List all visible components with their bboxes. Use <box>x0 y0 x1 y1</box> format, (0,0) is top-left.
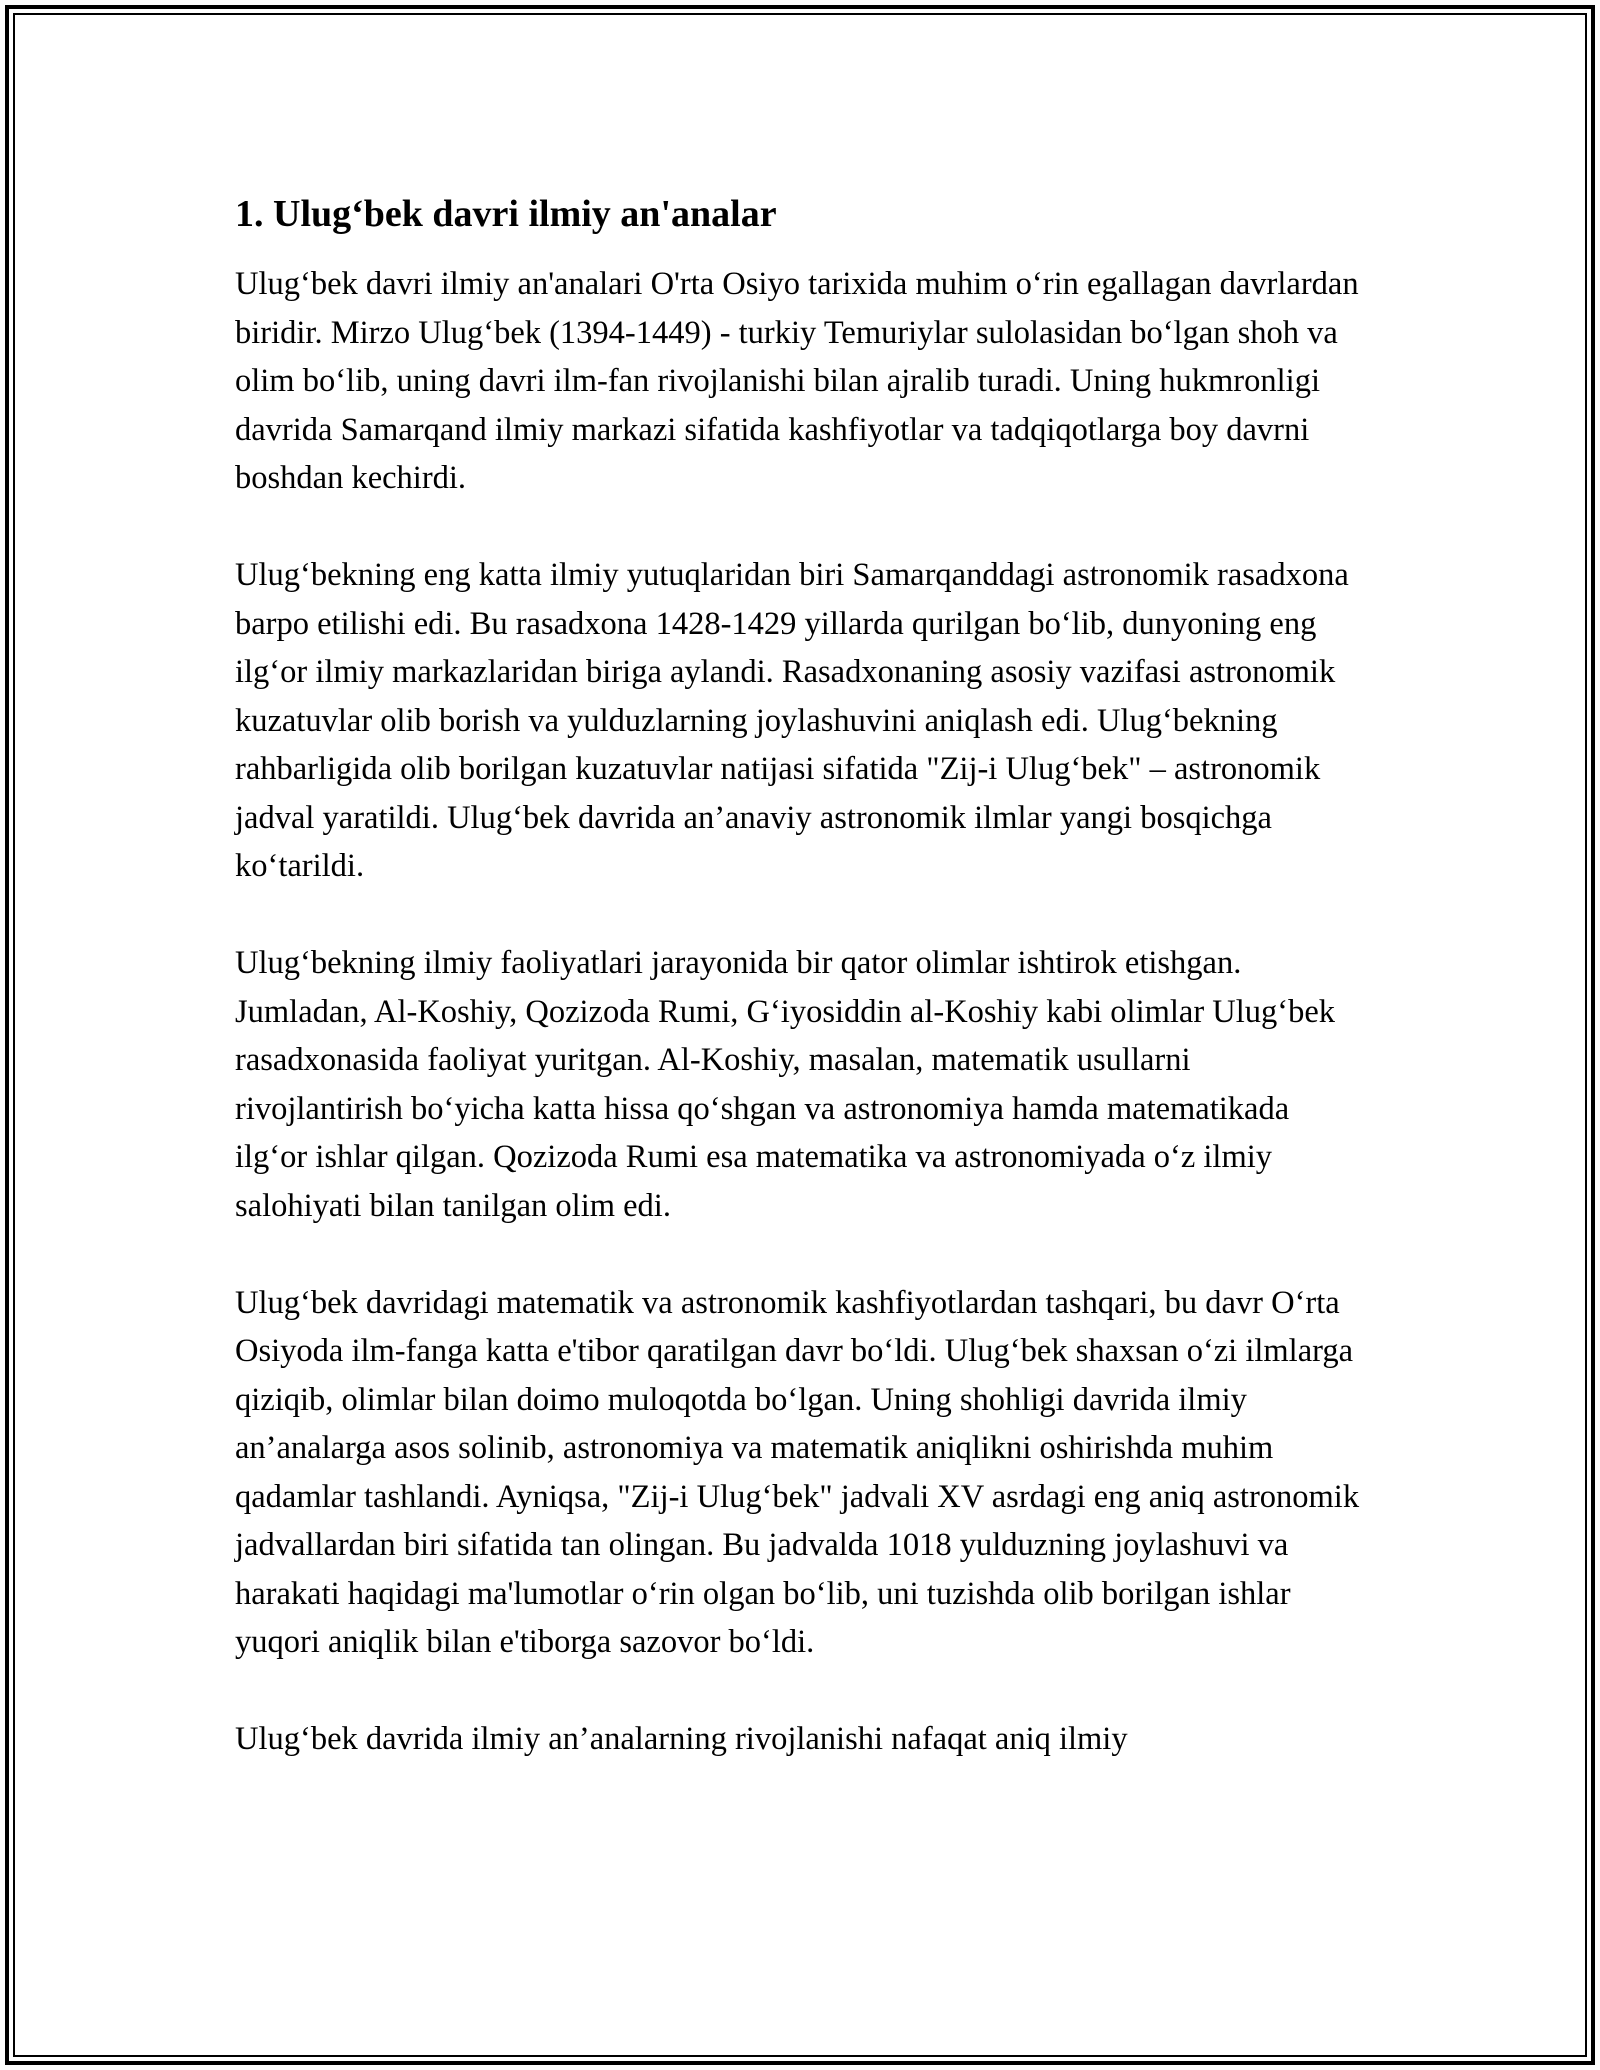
section-heading: 1. Ulug‘bek davri ilmiy an'analar <box>235 193 777 235</box>
paragraph-4: Ulug‘bek davridagi matematik va astronomik kashfiyotlardan tashqari, bu davr O‘rta Osiyoda ilm-fanga katta e'tibor qaratilgan davr bo‘ldi. Ulug‘bek shaxsan o‘zi ilmlarga qiziqib, olimlar bilan doimo muloqotda bo‘lgan. Uning shohligi davrida ilmiy an’analarga asos solinib, astronomiya va matematik aniqlikni oshirishda muhim qadamlar tashlandi. Ayniqsa, "Zij-i Ulug‘bek" jadvali XV asrdagi eng aniq astronomik jadvallardan biri sifatida tan olingan. Bu jadvalda 1018 yulduzning joylashuvi va harakati haqidagi ma'lumotlar o‘rin olgan bo‘lib, uni tuzishda olib borilgan ishlar yuqori aniqlik bilan e'tiborga sazovor bo‘ldi. <box>235 1284 1360 1660</box>
document-body <box>235 188 1365 1812</box>
paragraph-3: Ulug‘bekning ilmiy faoliyatlari jarayonida bir qator olimlar ishtirok etishgan. Jumladan, Al-Koshiy, Qozizoda Rumi, G‘iyosiddin al-Koshiy kabi olimlar Ulug‘bek rasadxonasida faoliyat yuritgan. Al-Koshiy, masalan, matematik usullarni rivojlantirish bo‘yicha katta hissa qo‘shgan va astronomiya hamda matematikada ilg‘or ishlar qilgan. Qozizoda Rumi esa matematika va astronomiyada o‘z ilmiy salohiyati bilan tanilgan olim edi. <box>235 945 1336 1224</box>
paragraph-1: Ulug‘bek davri ilmiy an'analari O'rta Osiyo tarixida muhim o‘rin egallagan davrlardan biridir. Mirzo Ulug‘bek (1394-1449) - turkiy Temuriylar sulolasidan bo‘lgan shoh va olim bo‘lib, uning davri ilm-fan rivojlanishi bilan ajralib turadi. Uning hukmronligi davrida Samarqand ilmiy markazi sifatida kashfiyotlar va tadqiqotlarga boy davrni boshdan kechirdi. <box>235 266 1359 496</box>
paragraph-2: Ulug‘bekning eng katta ilmiy yutuqlaridan biri Samarqanddagi astronomik rasadxona barpo etilishi edi. Bu rasadxona 1428-1429 yillarda qurilgan bo‘lib, dunyoning eng ilg‘or ilmiy markazlaridan biriga aylandi. Rasadxonaning asosiy vazifasi astronomik kuzatuvlar olib borish va yulduzlarning joylashuvini aniqlash edi. Ulug‘bekning rahbarligida olib borilgan kuzatuvlar natijasi sifatida "Zij-i Ulug‘bek" – astronomik jadval yaratildi. Ulug‘bek davrida an’anaviy astronomik ilmlar yangi bosqichga ko‘tarildi. <box>235 557 1349 884</box>
paragraph-5: Ulug‘bek davrida ilmiy an’analarning rivojlanishi nafaqat aniq ilmiy <box>235 1721 1128 1757</box>
